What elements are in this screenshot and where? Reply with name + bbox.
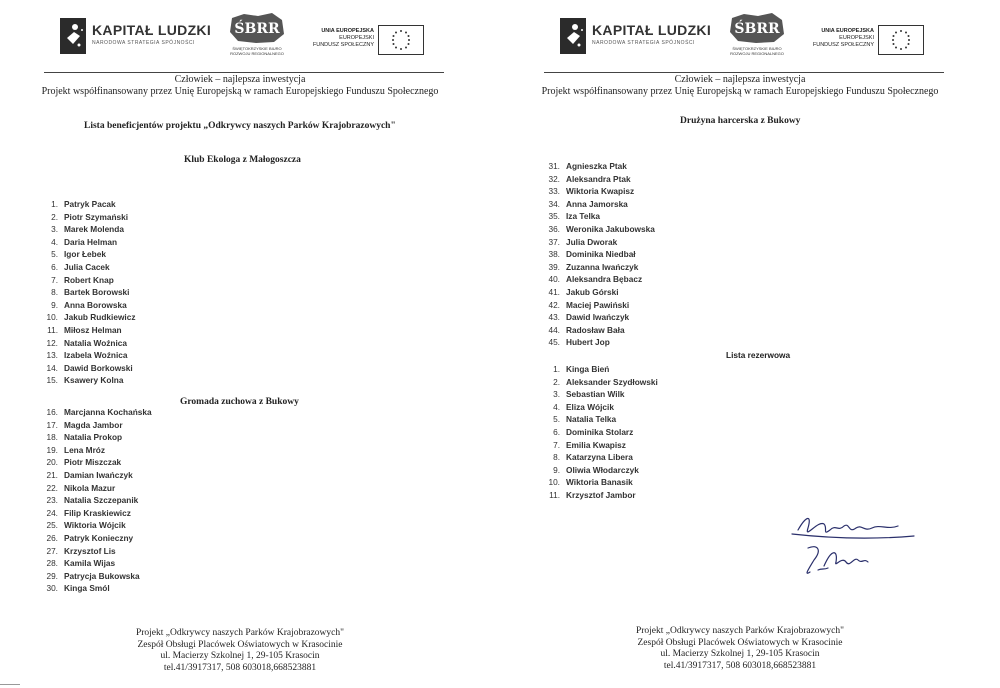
list-item	[546, 198, 655, 211]
list-item-name: Anna Borowska	[64, 299, 127, 310]
list-item-number: 15.	[46, 375, 58, 386]
group3-list	[546, 160, 655, 349]
eu-line3: FUNDUSZ SPOŁECZNY	[312, 42, 374, 48]
eu-logo	[306, 24, 426, 56]
list-item	[44, 482, 152, 495]
list-item-name: Marek Molenda	[64, 224, 124, 235]
list-item-number: 7.	[51, 274, 58, 285]
eu-text	[806, 28, 874, 49]
list-item-number: 1.	[553, 364, 560, 374]
list-item-number: 31.	[548, 161, 560, 171]
list-item	[546, 464, 658, 477]
list-item	[546, 401, 658, 414]
list-item-name: Wiktoria Kwapisz	[566, 186, 635, 197]
list-item-name: Patryk Konieczny	[64, 532, 134, 543]
footer-line2: Zespół Obsługi Placówek Oświatowych w Krasocinie	[137, 639, 343, 650]
list-item	[546, 336, 655, 349]
sbrr-caption-1: ŚWIĘTOKRZYSKIE BIURO	[732, 46, 782, 51]
list-item-number: 6.	[553, 426, 560, 437]
kapital-ludzki-mark-icon	[560, 18, 586, 54]
list-item	[546, 388, 658, 401]
list-item-name: Natalia Telka	[566, 414, 617, 425]
list-item-name: Izabela Woźnica	[64, 350, 128, 361]
sbrr-caption	[222, 46, 292, 56]
list-item-number: 36.	[548, 223, 560, 234]
list-item	[546, 248, 655, 261]
motto-line2: Projekt współfinansowany przez Unię Europejską w ramach Europejskiego Funduszu Społecznego	[541, 86, 939, 97]
list-item-name: Julia Cacek	[64, 261, 110, 272]
list-item	[44, 311, 135, 324]
list-item-name: Natalia Prokop	[64, 432, 123, 443]
list-item-name: Wiktoria Banasik	[566, 477, 633, 488]
list-item-number: 28.	[46, 558, 58, 569]
list-item-name: Krzysztof Lis	[64, 545, 116, 556]
list-item-number: 7.	[553, 439, 560, 450]
list-item	[44, 198, 135, 211]
list-item-name: Robert Knap	[64, 274, 114, 285]
list-item-number: 25.	[46, 520, 58, 531]
footer-line4: tel.41/3917317, 508 603018,668523881	[163, 662, 317, 673]
list-item-number: 33.	[548, 186, 560, 197]
list-item	[44, 419, 152, 432]
footer-line3: ul. Macierzy Szkolnej 1, 29-105 Krasocin	[160, 651, 320, 661]
motto	[530, 74, 950, 98]
list-item-name: Natalia Szczepanik	[64, 495, 139, 506]
kapital-ludzki-title: KAPITAŁ LUDZKI	[92, 22, 212, 38]
list-item-name: Ksawery Kolna	[64, 375, 124, 386]
motto-line2: Projekt współfinansowany przez Unię Europejską w ramach Europejskiego Funduszu Społecznego	[41, 86, 439, 97]
list-item-name: Radosław Bała	[566, 324, 625, 335]
motto	[30, 74, 450, 98]
list-item	[44, 274, 135, 287]
list-item-number: 43.	[548, 312, 560, 323]
list-item	[546, 273, 655, 286]
list-item-number: 26.	[46, 532, 58, 543]
list-item	[546, 299, 655, 312]
list-item-number: 4.	[51, 236, 58, 247]
list-item-name: Jakub Rudkiewicz	[64, 312, 136, 323]
footer-line1: Projekt „Odkrywcy naszych Parków Krajobrazowych"	[135, 628, 345, 638]
handwritten-signature	[788, 510, 918, 588]
list-item	[546, 223, 655, 236]
eu-text	[306, 28, 374, 49]
list-item-name: Anna Jamorska	[566, 198, 628, 209]
eu-line1: UNIA EUROPEJSKA	[821, 28, 874, 34]
group1-list	[44, 198, 135, 387]
list-item	[546, 439, 658, 452]
right-page	[500, 0, 1000, 688]
list-item	[44, 444, 152, 457]
list-item	[44, 456, 152, 469]
list-item-number: 1.	[51, 199, 58, 209]
reserve-list	[546, 363, 658, 502]
eu-line3: FUNDUSZ SPOŁECZNY	[812, 42, 874, 48]
group2-heading: Gromada zuchowa z Bukowy	[180, 397, 299, 407]
list-item	[546, 413, 658, 426]
list-item-name: Sebastian Wilk	[566, 389, 625, 400]
group1-heading: Klub Ekologa z Małogoszcza	[184, 155, 301, 165]
list-item	[546, 286, 655, 299]
list-item-name: Dawid Iwańczyk	[566, 312, 630, 323]
list-item-number: 18.	[46, 432, 58, 443]
list-item	[546, 376, 658, 389]
list-item	[44, 374, 135, 387]
list-item	[44, 431, 152, 444]
list-item-number: 5.	[553, 414, 560, 425]
list-item-number: 10.	[548, 477, 560, 488]
list-item-number: 27.	[46, 545, 58, 556]
list-item-name: Agnieszka Ptak	[566, 161, 627, 171]
list-item-name: Daria Helman	[64, 236, 118, 247]
sbrr-logo	[222, 10, 292, 68]
kapital-ludzki-logo	[560, 18, 712, 58]
list-item-name: Emilia Kwapisz	[566, 439, 626, 450]
list-item	[546, 426, 658, 439]
motto-line1: Człowiek – najlepsza inwestycja	[174, 74, 306, 85]
eu-line2: EUROPEJSKI	[339, 35, 374, 41]
footer-line2: Zespół Obsługi Placówek Oświatowych w Krasocinie	[637, 637, 843, 648]
sbrr-logo-text: ŚBRR	[734, 21, 780, 37]
list-item-name: Krzysztof Jambor	[566, 489, 636, 500]
list-item-number: 39.	[548, 261, 560, 272]
list-item	[44, 236, 135, 249]
footer	[540, 626, 940, 672]
list-item-name: Aleksandra Bębacz	[566, 274, 643, 285]
group2-list	[44, 406, 152, 595]
list-item-name: Dawid Borkowski	[64, 362, 133, 373]
list-item-number: 6.	[51, 261, 58, 272]
list-item-name: Zuzanna Iwańczyk	[566, 261, 639, 272]
list-item-name: Jakub Górski	[566, 286, 619, 297]
list-item-name: Piotr Miszczak	[64, 457, 122, 468]
kapital-ludzki-logo	[60, 18, 212, 58]
list-item-name: Kamila Wijas	[64, 558, 116, 569]
list-item-number: 8.	[51, 287, 58, 298]
list-item	[546, 160, 655, 173]
list-item-number: 45.	[548, 337, 560, 348]
list-item-number: 9.	[51, 299, 58, 310]
footer	[40, 628, 440, 674]
sbrr-badge-icon	[728, 12, 786, 44]
list-item	[546, 185, 655, 198]
list-item-number: 23.	[46, 495, 58, 506]
eu-logo	[806, 24, 926, 56]
list-item-name: Dominika Niedbał	[566, 249, 636, 260]
sbrr-caption	[722, 46, 792, 56]
list-item	[44, 324, 135, 337]
list-item-number: 3.	[51, 224, 58, 235]
kapital-ludzki-subtitle: NARODOWA STRATEGIA SPÓJNOŚCI	[92, 40, 195, 46]
list-item	[44, 337, 135, 350]
sbrr-caption-2: ROZWOJU REGIONALNEGO	[730, 51, 784, 56]
list-item-number: 17.	[46, 419, 58, 430]
list-item-number: 20.	[46, 457, 58, 468]
eu-line1: UNIA EUROPEJSKA	[321, 28, 374, 34]
group3-heading: Drużyna harcerska z Bukowy	[680, 116, 801, 126]
list-item	[44, 406, 152, 419]
list-item-name: Miłosz Helman	[64, 324, 122, 335]
list-item-name: Patrycja Bukowska	[64, 570, 140, 581]
list-item-number: 10.	[46, 312, 58, 323]
list-item-number: 11.	[549, 489, 560, 500]
list-item-number: 3.	[553, 389, 560, 400]
header-rule	[44, 72, 444, 73]
list-item-number: 5.	[51, 249, 58, 260]
list-item-name: Iza Telka	[566, 211, 600, 222]
eu-line2: EUROPEJSKI	[839, 35, 874, 41]
list-item-name: Bartek Borowski	[64, 287, 130, 298]
list-item-number: 34.	[548, 198, 560, 209]
list-item	[546, 173, 655, 186]
motto-line1: Człowiek – najlepsza inwestycja	[674, 74, 806, 85]
list-item-name: Wiktoria Wójcik	[64, 520, 126, 531]
eu-flag-icon	[878, 25, 924, 55]
sbrr-caption-1: ŚWIĘTOKRZYSKIE BIURO	[232, 46, 282, 51]
list-item-name: Filip Kraskiewicz	[64, 507, 131, 518]
list-item-name: Weronika Jakubowska	[566, 223, 655, 234]
list-item-name: Julia Dworak	[566, 236, 618, 247]
sbrr-badge-icon	[228, 12, 286, 44]
list-item	[546, 476, 658, 489]
eu-flag-icon	[378, 25, 424, 55]
list-item-number: 11.	[47, 324, 58, 335]
list-item-number: 16.	[46, 407, 58, 417]
list-item	[44, 557, 152, 570]
list-item-name: Dominika Stolarz	[566, 426, 634, 437]
list-item-name: Nikola Mazur	[64, 482, 116, 493]
list-item	[546, 489, 658, 502]
list-item	[44, 582, 152, 595]
list-item	[44, 299, 135, 312]
footer-line1: Projekt „Odkrywcy naszych Parków Krajobrazowych"	[635, 626, 845, 636]
list-item-number: 41.	[548, 286, 560, 297]
list-item-name: Katarzyna Libera	[566, 452, 633, 463]
header-rule	[544, 72, 944, 73]
kapital-ludzki-title: KAPITAŁ LUDZKI	[592, 22, 712, 38]
list-item-name: Magda Jambor	[64, 419, 123, 430]
kapital-ludzki-subtitle: NARODOWA STRATEGIA SPÓJNOŚCI	[592, 40, 695, 46]
list-item-number: 44.	[548, 324, 560, 335]
list-item-name: Marcjanna Kochańska	[64, 407, 152, 417]
list-item	[546, 451, 658, 464]
list-item-number: 40.	[548, 274, 560, 285]
list-item	[546, 261, 655, 274]
list-item-number: 2.	[51, 211, 58, 222]
kapital-ludzki-mark-icon	[60, 18, 86, 54]
list-item	[44, 507, 152, 520]
list-item	[44, 494, 152, 507]
list-item-number: 9.	[553, 464, 560, 475]
list-item-number: 22.	[46, 482, 58, 493]
list-item-number: 38.	[548, 249, 560, 260]
list-item-name: Damian Iwańczyk	[64, 469, 133, 480]
list-item-number: 37.	[548, 236, 560, 247]
list-item-name: Kinga Bień	[566, 364, 610, 374]
list-item-name: Eliza Wójcik	[566, 401, 614, 412]
list-item-name: Natalia Woźnica	[64, 337, 128, 348]
list-item-number: 13.	[46, 350, 58, 361]
list-item-number: 8.	[553, 452, 560, 463]
list-item	[44, 211, 135, 224]
list-item	[44, 532, 152, 545]
list-item	[44, 362, 135, 375]
list-item-name: Patryk Pacak	[64, 199, 116, 209]
list-item-number: 30.	[46, 583, 58, 594]
list-item	[44, 223, 135, 236]
list-item	[44, 261, 135, 274]
sbrr-logo-text: ŚBRR	[234, 21, 280, 37]
list-title: Lista beneficjentów projektu „Odkrywcy naszych Parków Krajobrazowych"	[84, 121, 396, 131]
list-item-number: 29.	[46, 570, 58, 581]
footer-line4: tel.41/3917317, 508 603018,668523881	[663, 660, 817, 671]
list-item	[44, 248, 135, 261]
list-item-number: 42.	[548, 299, 560, 310]
list-item-number: 2.	[553, 376, 560, 387]
list-item	[44, 545, 152, 558]
list-item-name: Lena Mróz	[64, 444, 106, 455]
list-item	[44, 570, 152, 583]
list-item-number: 12.	[46, 337, 58, 348]
reserve-heading: Lista rezerwowa	[726, 350, 791, 360]
list-item-number: 19.	[46, 444, 58, 455]
list-item-name: Maciej Pawiński	[566, 299, 630, 310]
list-item-name: Oliwia Włodarczyk	[566, 464, 639, 475]
list-item	[44, 469, 152, 482]
list-item-number: 4.	[553, 401, 560, 412]
list-item	[546, 324, 655, 337]
list-item-number: 35.	[548, 211, 560, 222]
list-item	[546, 236, 655, 249]
list-item-name: Igor Łebek	[64, 249, 106, 260]
list-item	[546, 210, 655, 223]
list-item-name: Aleksandra Ptak	[566, 173, 631, 184]
list-item-name: Aleksander Szydłowski	[566, 376, 658, 387]
list-item-name: Kinga Smól	[64, 583, 110, 594]
list-item	[546, 363, 658, 376]
fold-mark	[0, 684, 20, 685]
footer-line3: ul. Macierzy Szkolnej 1, 29-105 Krasocin	[660, 649, 820, 659]
list-item-number: 32.	[548, 173, 560, 184]
list-item	[44, 349, 135, 362]
list-item	[546, 311, 655, 324]
list-item	[44, 286, 135, 299]
list-item-number: 21.	[46, 469, 58, 480]
list-item-number: 24.	[46, 507, 58, 518]
list-item	[44, 519, 152, 532]
sbrr-caption-2: ROZWOJU REGIONALNEGO	[230, 51, 284, 56]
list-item-name: Hubert Jop	[566, 337, 610, 348]
list-item-number: 14.	[46, 362, 58, 373]
sbrr-logo	[722, 10, 792, 68]
list-item-name: Piotr Szymański	[64, 211, 129, 222]
